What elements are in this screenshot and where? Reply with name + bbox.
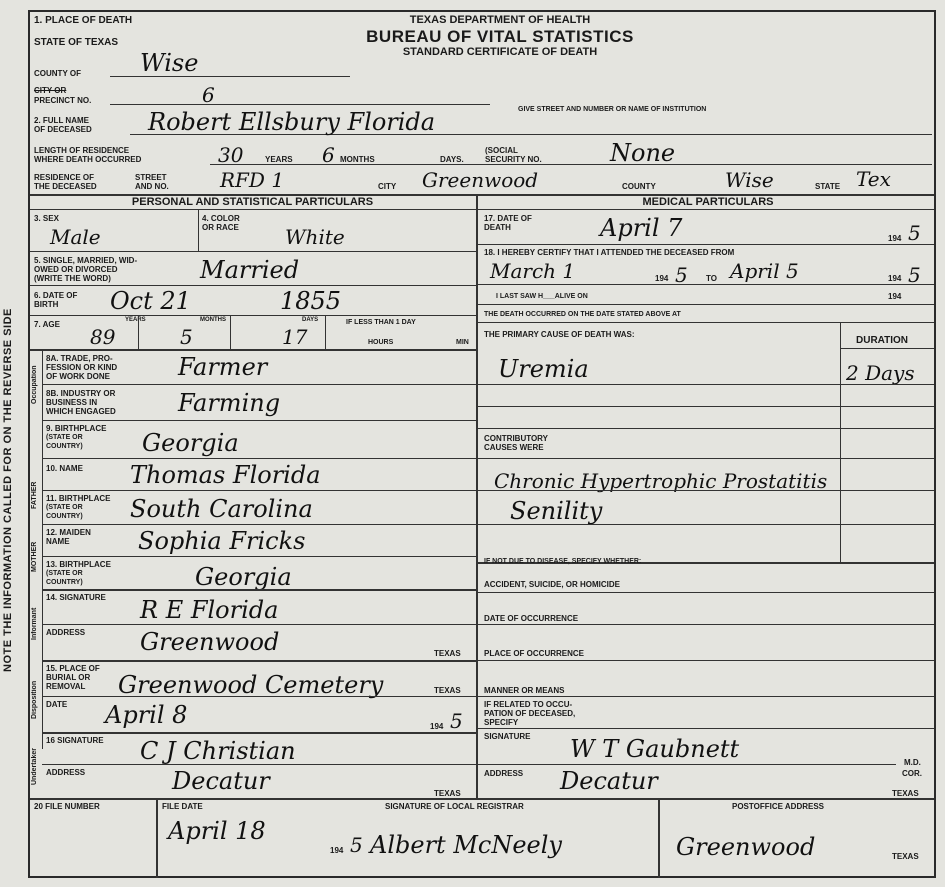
contributory-label-1: CONTRIBUTORY (484, 434, 548, 443)
industry-label-2: BUSINESS IN (46, 398, 98, 407)
state-entry: Tex (856, 167, 891, 191)
cor-label: COR. (902, 769, 922, 778)
certify-label: 18. I HEREBY CERTIFY THAT I ATTENDED THE DECEASED FROM (484, 248, 735, 257)
street-label-2: AND NO. (135, 182, 169, 191)
file-year-prefix: 194 (330, 846, 344, 855)
duration-label: DURATION (856, 335, 909, 346)
bp9-label-2: (STATE OR (46, 434, 83, 441)
local-registrar-label: SIGNATURE OF LOCAL REGISTRAR (385, 802, 524, 811)
burial-date-entry: April 8 (105, 701, 188, 729)
single-label-2: OWED OR DIVORCED (34, 265, 118, 274)
med-line-poc (476, 660, 934, 661)
med-line-rel (476, 728, 934, 729)
file-date-label: FILE DATE (162, 802, 203, 811)
section-informant: Informant (31, 607, 38, 641)
row-line-8b (42, 420, 476, 421)
file-year-entry: 5 (350, 833, 363, 857)
age-years-label: YEARS (125, 317, 146, 323)
social-entry: None (610, 139, 676, 167)
row-line-6 (30, 315, 476, 316)
death-year-prefix: 194 (888, 234, 902, 243)
med-line-c3 (476, 428, 934, 429)
physician-signature-label: SIGNATURE (484, 732, 531, 741)
informant-address-label: ADDRESS (46, 628, 86, 637)
dob-label-1: 6. DATE OF (34, 291, 78, 300)
sex-entry: Male (50, 225, 101, 249)
signature14-label: 14. SIGNATURE (46, 593, 106, 602)
full-name-label-1: 2. FULL NAME (34, 116, 89, 125)
bp11-label-2: (STATE OR (46, 504, 83, 511)
length-res-label-1: LENGTH OF RESIDENCE (34, 146, 130, 155)
bp9-label-3: COUNTRY) (46, 443, 83, 450)
row-line-14b (42, 660, 476, 662)
county-label: COUNTY (622, 182, 656, 191)
precinct-line (110, 104, 490, 105)
section-mother: MOTHER (31, 541, 38, 573)
contributory-label-2: CAUSES WERE (484, 443, 544, 452)
burial-date-label: DATE (46, 700, 68, 709)
filing-divider-1 (156, 798, 158, 878)
med-line-man (476, 696, 934, 697)
age-divider-1 (138, 315, 139, 349)
burial-label-1: 15. PLACE OF (46, 664, 100, 673)
full-name-label-2: OF DECEASED (34, 125, 92, 134)
residence-label-1: RESIDENCE OF (34, 173, 95, 182)
trade-label-2: FESSION OR KIND (46, 363, 118, 372)
give-street-label: GIVE STREET AND NUMBER OR NAME OF INSTITUTION (518, 106, 707, 113)
registrar-address-entry: Greenwood (676, 833, 816, 861)
duration-divider (840, 322, 841, 562)
bp11-label-3: COUNTRY) (46, 513, 83, 520)
date-death-label-2: DEATH (484, 223, 511, 232)
section-undertaker: Undertaker (31, 748, 38, 786)
place-occurrence-label: PLACE OF OCCURRENCE (484, 649, 585, 658)
row-line-13 (42, 589, 476, 591)
death-certificate-form (28, 10, 936, 878)
primary-cause-label: THE PRIMARY CAUSE OF DEATH WAS: (484, 330, 635, 339)
father-name-entry: Thomas Florida (130, 461, 321, 489)
residence-label-2: THE DECEASED (34, 182, 97, 191)
row-line-11 (42, 524, 476, 525)
section-father: FATHER (31, 481, 38, 509)
department-title: TEXAS DEPARTMENT OF HEALTH (409, 14, 591, 26)
attended-to-year-entry: 5 (908, 263, 921, 287)
personal-band: PERSONAL AND STATISTICAL PARTICULARS (131, 196, 374, 208)
burial-label-3: REMOVAL (46, 682, 86, 691)
physician-address-entry: Decatur (560, 767, 658, 795)
father-birthplace-entry: South Carolina (130, 495, 313, 523)
if-not-disease-label: IF NOT DUE TO DISEASE, SPECIFY WHETHER: (484, 558, 642, 565)
med-line-18c (476, 322, 934, 323)
birthplace-entry: Georgia (142, 429, 239, 457)
primary-cause-entry: Uremia (498, 355, 589, 383)
last-saw-year-prefix: 194 (888, 292, 902, 301)
postoffice-label: POSTOFFICE ADDRESS (732, 802, 825, 811)
related-label-1: IF RELATED TO OCCU- (484, 700, 573, 709)
file-number-label: 20 FILE NUMBER (34, 802, 100, 811)
to-label: TO (706, 274, 717, 283)
age-years-entry: 89 (90, 325, 116, 349)
physician-signature-entry: W T Gaubnett (570, 735, 740, 763)
name10-label: 10. NAME (46, 464, 83, 473)
years-label: YEARS (265, 155, 293, 164)
dob-year-entry: 1855 (280, 287, 342, 315)
age-days-entry: 17 (282, 325, 308, 349)
registrar-texas-label: TEXAS (892, 852, 919, 861)
industry-label-3: WHICH ENGAGED (46, 407, 116, 416)
manner-label: MANNER OR MEANS (484, 686, 565, 695)
undertaker-address-entry: Decatur (172, 767, 270, 795)
med-line-18b (476, 304, 934, 305)
attended-from-year-entry: 5 (675, 263, 688, 287)
precinct-entry: 6 (202, 83, 215, 107)
duration-line (840, 348, 934, 349)
med-line-17 (476, 244, 934, 245)
related-label-3: SPECIFY (484, 718, 519, 727)
row-line-10 (42, 490, 476, 491)
age-days-label: DAYS (302, 317, 319, 323)
duration-entry: 2 Days (846, 361, 915, 385)
side-note: NOTE THE INFORMATION CALLED FOR ON THE REVERSE SIDE (2, 308, 14, 672)
mother-birthplace-entry: Georgia (195, 563, 292, 591)
age-months-entry: 5 (180, 325, 193, 349)
precinct-label: PRECINCT NO. (34, 96, 92, 105)
trade-label-1: 8A. TRADE, PRO- (46, 354, 113, 363)
med-line-acc (476, 592, 934, 593)
row-line-5 (30, 285, 476, 286)
related-label-2: PATION OF DECEASED, (484, 709, 576, 718)
street-entry: RFD 1 (220, 168, 285, 192)
age-divider-2 (230, 315, 231, 349)
row-line-15 (42, 696, 476, 697)
bp11-label-1: 11. BIRTHPLACE (46, 494, 111, 503)
md-label: M.D. (904, 758, 921, 767)
less-than-day-label: IF LESS THAN 1 DAY (346, 319, 416, 326)
trade-label-3: OF WORK DONE (46, 372, 110, 381)
trade-entry: Farmer (178, 353, 268, 381)
row-line-7 (30, 349, 476, 351)
burial-year-entry: 5 (450, 709, 463, 733)
physician-texas-label: TEXAS (892, 789, 919, 798)
band-bottom-line (30, 209, 934, 210)
date-occurrence-label: DATE OF OCCURRENCE (484, 614, 579, 623)
residence-years-entry: 30 (218, 143, 244, 167)
single-label-3: (WRITE THE WORD) (34, 274, 111, 283)
row-line-15b (42, 732, 476, 734)
color-label-2: OR RACE (202, 223, 239, 232)
certificate-title: STANDARD CERTIFICATE OF DEATH (402, 46, 598, 58)
length-res-label-2: WHERE DEATH OCCURRED (34, 155, 142, 164)
med-line-sig (476, 764, 896, 765)
bp13-label-2: (STATE OR (46, 570, 83, 577)
marital-entry: Married (200, 256, 300, 284)
physician-address-label: ADDRESS (484, 769, 524, 778)
med-line-c4 (476, 458, 934, 459)
bp13-label-1: 13. BIRTHPLACE (46, 560, 111, 569)
city-entry: Greenwood (422, 168, 539, 192)
signature16-label: 16 SIGNATURE (46, 736, 104, 745)
attended-from-year-prefix: 194 (655, 274, 669, 283)
state-of-texas-label: STATE OF TEXAS (34, 37, 119, 48)
row-line-9 (42, 458, 476, 459)
informant-signature-entry: R E Florida (140, 596, 279, 624)
row-line-16 (42, 764, 476, 765)
row-line-3 (30, 251, 476, 252)
attended-from-entry: March 1 (490, 259, 576, 283)
bp9-label-1: 9. BIRTHPLACE (46, 424, 107, 433)
length-res-line (210, 164, 932, 165)
social-label-2: SECURITY NO. (485, 155, 542, 164)
industry-label-1: 8B. INDUSTRY OR (46, 389, 116, 398)
min-label: MIN (456, 339, 469, 346)
sex-label: 3. SEX (34, 214, 59, 223)
med-line-18a (476, 284, 934, 285)
state-label: STATE (815, 182, 841, 191)
last-saw-label: I LAST SAW H___ALIVE ON (496, 293, 588, 300)
contributory-entry-2: Senility (510, 497, 603, 525)
burial-place-entry: Greenwood Cemetery (118, 671, 384, 699)
contributory-entry-1: Chronic Hypertrophic Prostatitis (494, 469, 828, 493)
dob-month-day-entry: Oct 21 (110, 287, 191, 315)
undertaker-signature-entry: C J Christian (140, 737, 296, 765)
bureau-title: BUREAU OF VITAL STATISTICS (366, 27, 634, 46)
file-date-entry: April 18 (168, 817, 266, 845)
full-name-entry: Robert Ellsbury Florida (148, 108, 436, 136)
death-occurred-label: THE DEATH OCCURRED ON THE DATE STATED ABOVE AT (484, 311, 681, 318)
death-date-entry: April 7 (600, 214, 683, 242)
hours-label: HOURS (368, 339, 394, 346)
maiden-label-2: NAME (46, 537, 70, 546)
residence-months-entry: 6 (322, 143, 335, 167)
burial-label-2: BURIAL OR (46, 673, 91, 682)
row-line-8a (42, 384, 476, 385)
med-line-c6 (476, 524, 934, 525)
maiden-label-1: 12. MAIDEN (46, 528, 91, 537)
age-divider-3 (325, 315, 326, 349)
res-county-entry: Wise (725, 168, 774, 192)
street-label-1: STREET (135, 173, 167, 182)
death-year-entry: 5 (908, 221, 921, 245)
section-disposition: Disposition (31, 680, 38, 720)
date-death-label-1: 17. DATE OF (484, 214, 532, 223)
dob-label-2: BIRTH (34, 300, 59, 309)
medical-band: MEDICAL PARTICULARS (642, 196, 774, 208)
undertaker-address-label: ADDRESS (46, 768, 86, 777)
county-entry: Wise (140, 49, 199, 77)
place-of-death-label: 1. PLACE OF DEATH (34, 15, 133, 26)
row-line-14 (42, 624, 476, 625)
single-label-1: 5. SINGLE, MARRIED, WID- (34, 256, 138, 265)
row-line-12 (42, 556, 476, 557)
city-label: CITY (378, 182, 397, 191)
industry-entry: Farming (178, 389, 281, 417)
days-label: DAYS. (440, 155, 464, 164)
city-or-label: CITY OR (34, 86, 67, 95)
attended-to-entry: April 5 (730, 259, 799, 283)
age-months-label: MONTHS (200, 317, 226, 323)
burial-year-prefix: 194 (430, 722, 444, 731)
informant-address-entry: Greenwood (140, 628, 280, 656)
med-line-doc (476, 624, 934, 625)
mother-maiden-entry: Sophia Fricks (138, 527, 306, 555)
med-line-c5 (476, 490, 934, 491)
attended-to-year-prefix: 194 (888, 274, 902, 283)
filing-divider-2 (658, 798, 660, 878)
med-line-c2 (476, 406, 934, 407)
section-occupation: Occupation (31, 365, 38, 405)
registrar-signature-entry: Albert McNeely (370, 831, 562, 859)
filing-row-line (30, 798, 934, 800)
sex-divider (198, 209, 199, 251)
undertaker-texas-label: TEXAS (434, 789, 461, 798)
months-label: MONTHS (340, 155, 375, 164)
social-label-1: (SOCIAL (485, 146, 518, 155)
med-line-c1 (476, 384, 934, 385)
race-entry: White (285, 225, 345, 249)
burial-texas-label: TEXAS (434, 686, 461, 695)
bp13-label-3: COUNTRY) (46, 579, 83, 586)
informant-texas-label: TEXAS (434, 649, 461, 658)
county-of-label: COUNTY OF (34, 69, 81, 78)
section-label-column (42, 349, 43, 749)
accident-label: ACCIDENT, SUICIDE, OR HOMICIDE (484, 580, 621, 589)
age-label: 7. AGE (34, 320, 60, 329)
color-label-1: 4. COLOR (202, 214, 240, 223)
